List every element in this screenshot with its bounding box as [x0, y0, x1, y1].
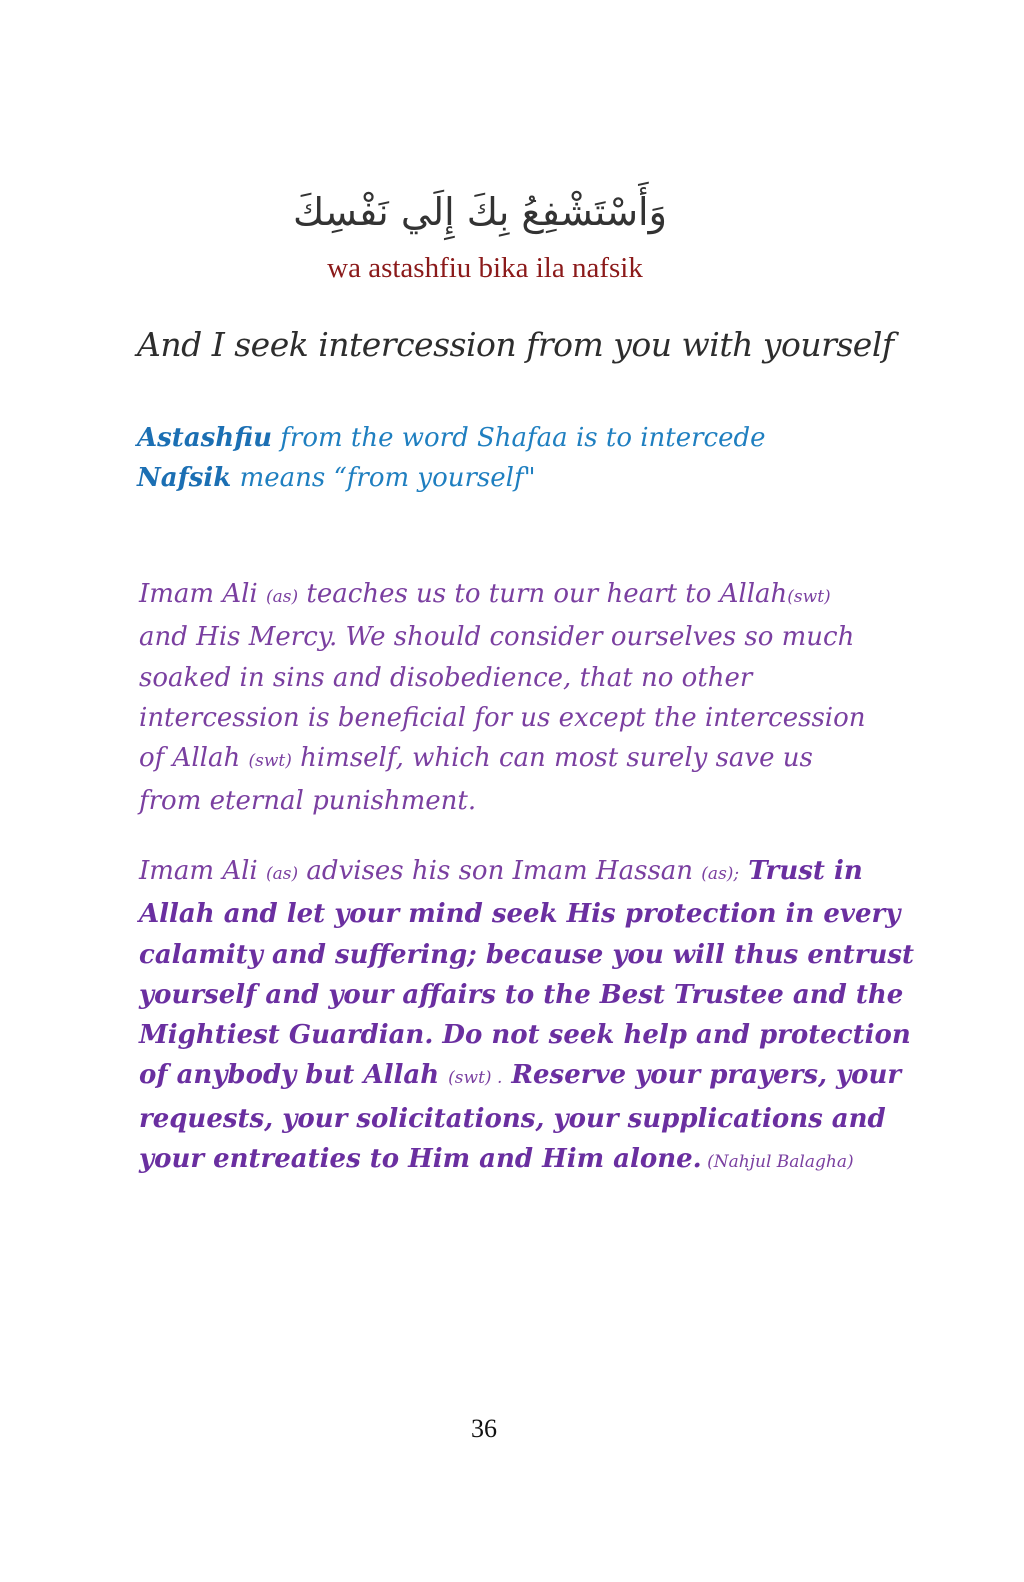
- glossary-term: Nafsik: [137, 463, 232, 493]
- quote-line: Mightiest Guardian. Do not seek help and protection: [139, 1020, 911, 1051]
- paragraph-line: [139, 738, 839, 781]
- quote-text: Reserve your prayers, your: [502, 1060, 902, 1091]
- quote-line: [139, 1055, 902, 1098]
- paragraph-line: intercession is beneficial for us except the intercession: [139, 702, 866, 733]
- glossary-definition: means “from yourself": [231, 463, 536, 493]
- honorific: (as): [266, 587, 299, 607]
- glossary-term: Astashfiu: [137, 423, 273, 453]
- glossary-entry: [137, 458, 766, 498]
- glossary-entry: [137, 418, 766, 458]
- translation-heading: And I seek intercession from you with yourself: [137, 325, 894, 364]
- text-run: Imam Ali: [139, 856, 267, 886]
- commentary-paragraph: [139, 574, 866, 822]
- quote-paragraph: [139, 851, 915, 1182]
- text-run: teaches us to turn our heart to Allah: [298, 579, 788, 609]
- quote-line: requests, your solicitations, your supplications and: [139, 1103, 886, 1134]
- quote-text: your entreaties to Him and Him alone.: [139, 1144, 702, 1175]
- source-citation: (Nahjul Balagha): [701, 1152, 854, 1173]
- text-run: himself, which can most surely save us: [291, 743, 813, 774]
- page-number: 36: [471, 1414, 497, 1443]
- paragraph-line: [139, 574, 839, 617]
- honorific: (as);: [701, 864, 740, 884]
- honorific: (as): [266, 864, 299, 884]
- honorific: (swt): [787, 587, 831, 607]
- honorific: (swt): [248, 751, 292, 772]
- paragraph-line: and His Mercy. We should consider ourselves so much: [139, 622, 855, 653]
- paragraph-line: from eternal punishment.: [139, 786, 477, 817]
- glossary: [137, 418, 766, 498]
- quote-text: of anybody but Allah: [139, 1060, 449, 1091]
- glossary-definition: from the word Shafaa is to intercede: [272, 423, 766, 453]
- quote-text: Trust in: [739, 856, 863, 886]
- arabic-verse: وَأَسْتَشْفِعُ بِكَ إِلَي نَفْسِكَ: [293, 190, 667, 234]
- quote-line: yourself and your affairs to the Best Trustee and the: [139, 979, 904, 1010]
- paragraph-line: [139, 851, 863, 894]
- quote-line: [139, 1139, 854, 1182]
- quote-line: Allah and let your mind seek His protection in every: [139, 899, 901, 930]
- honorific: (swt) .: [448, 1068, 503, 1089]
- quote-line: calamity and suffering; because you will thus entrust: [139, 939, 915, 970]
- text-run: advises his son Imam Hassan: [298, 856, 702, 886]
- paragraph-line: soaked in sins and disobedience, that no other: [139, 662, 753, 693]
- text-run: Imam Ali: [139, 579, 267, 609]
- text-run: of Allah: [139, 743, 249, 774]
- transliteration: wa astashfiu bika ila nafsik: [327, 252, 643, 284]
